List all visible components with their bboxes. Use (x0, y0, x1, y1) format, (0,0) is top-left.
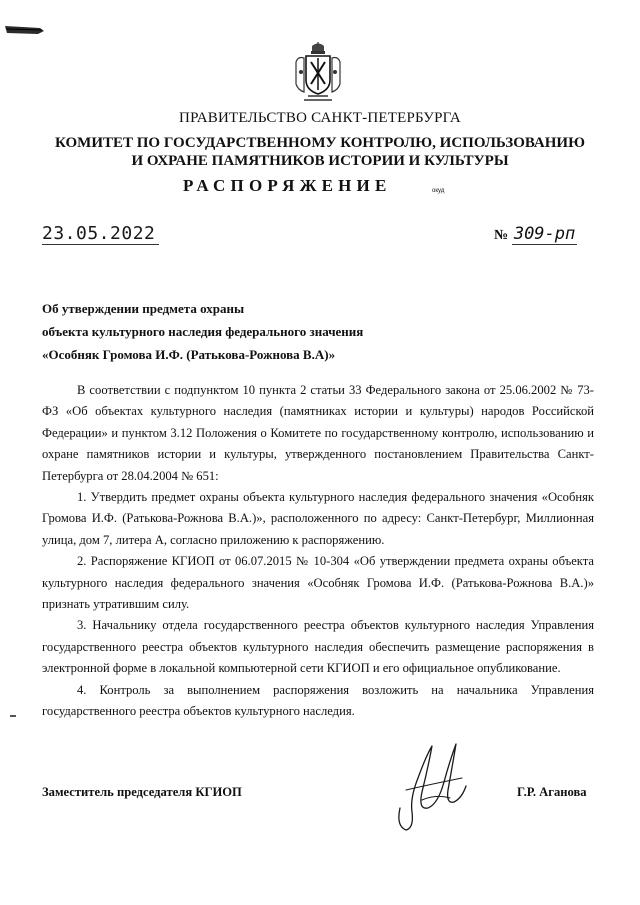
scan-mark (4, 22, 46, 36)
document-number-block (494, 224, 577, 246)
subject-line1: Об утверждении предмета охраны (42, 301, 245, 316)
government-title: ПРАВИТЕЛЬСТВО САНКТ-ПЕТЕРБУРГА (179, 110, 461, 126)
margin-mark (10, 715, 16, 717)
document-type: РАСПОРЯЖЕНИЕ (183, 176, 392, 195)
item-1-paragraph: 1. Утвердить предмет охраны объекта культурного наследия федерального значения «Особняк Громова И.Ф. (Ратькова-Рожнова В.А.)», расположенного по адресу: Санкт-Петербург, Миллионная улица, дом 7, литера А, согласно приложению к распоряжению. (42, 490, 594, 547)
preamble-paragraph: В соответствии с подпунктом 10 пункта 2 статьи 33 Федерального закона от 25.06.2002 № 73-ФЗ «Об объектах культурного наследия (памятниках истории и культуры) народов Российской Федерации» и пунктом 3.12 Положения о Комитете по государственному контролю, использованию и охране памятников истории и культуры, утвержденного постановлением Правительства Санкт-Петербурга от 28.04.2004 № 651: (42, 383, 594, 483)
signatory-position: Заместитель председателя КГИОП (42, 785, 242, 799)
okud-label: окуд (432, 188, 445, 194)
item-4-paragraph: 4. Контроль за выполнением распоряжения возложить на начальника Управления государственного реестра объектов культурного наследия. (42, 682, 594, 719)
handwritten-signature (392, 738, 472, 834)
committee-name-line2: И ОХРАНЕ ПАМЯТНИКОВ ИСТОРИИ И КУЛЬТУРЫ (131, 153, 509, 169)
document-number: 309-рп (513, 224, 576, 244)
coat-of-arms-emblem (294, 42, 342, 104)
number-sign: № (494, 228, 509, 243)
subject-line2: объекта культурного наследия федерального значения (42, 324, 364, 339)
committee-name (0, 134, 640, 170)
document-subject (42, 297, 363, 366)
item-2-paragraph: 2. Распоряжение КГИОП от 06.07.2015 № 10-304 «Об утверждении предмета охраны объекта культурного наследия федерального значения «Особняк Громова И.Ф. (Ратькова-Рожнова В.А.)» признать утратившим силу. (42, 554, 594, 612)
committee-name-line1: КОМИТЕТ ПО ГОСУДАРСТВЕННОМУ КОНТРОЛЮ, ИСПОЛЬЗОВАНИЮ (55, 135, 585, 151)
signatory-name: Г.Р. Аганова (517, 785, 587, 799)
document-date: 23.05.2022 (42, 224, 159, 245)
document-body (42, 380, 594, 723)
subject-line3: «Особняк Громова И.Ф. (Ратькова-Рожнова В.А)» (42, 347, 336, 362)
item-3-paragraph: 3. Начальнику отдела государственного реестра объектов культурного наследия Управления государственного реестра объектов культурного наследия обеспечить размещение распоряжения в электронной форме в локальной компьютерной сети КГИОП и его официальное опубликование. (42, 618, 594, 676)
